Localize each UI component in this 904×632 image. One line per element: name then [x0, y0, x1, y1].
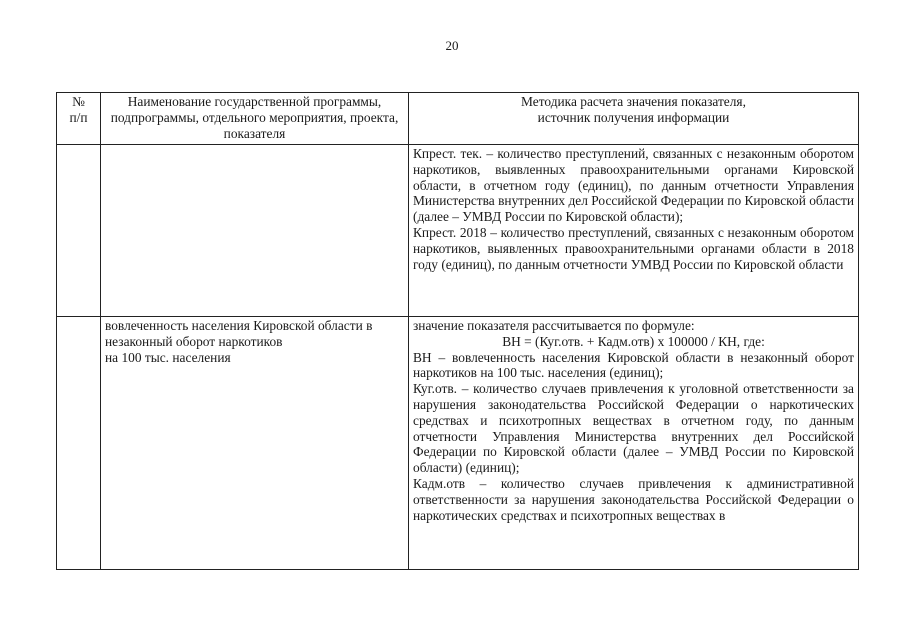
table-row	[57, 145, 859, 317]
row1-name	[101, 145, 409, 317]
row2-method-intro: значение показателя рассчитывается по формуле:	[413, 318, 695, 333]
header-name: Наименование государственной программы, подпрограммы, отдельного мероприятия, проекта, показателя	[101, 93, 409, 145]
header-number: № п/п	[57, 93, 101, 145]
header-method: Методика расчета значения показателя, источник получения информации	[409, 93, 859, 145]
row2-method-para-1: ВН – вовлеченность населения Кировской области в незаконный оборот наркотиков на 100 тыс. населения (единиц);	[413, 349, 854, 381]
indicator-table	[56, 92, 859, 570]
row2-name: вовлеченность населения Кировской области в незаконный оборот наркотиков на 100 тыс. населения	[101, 317, 409, 570]
table-header-row	[57, 93, 859, 145]
row1-number	[57, 145, 101, 317]
row2-number	[57, 317, 101, 570]
row1-method-para-2: Кпрест. 2018 – количество преступлений, связанных с незаконным оборотом наркотиков, выявленных правоохранительными органами области в 2018 году (единиц), по данным отчетности УМВД России по Кировской области	[413, 224, 854, 272]
row2-method-para-2: Куг.отв. – количество случаев привлечения к уголовной ответственности за нарушения законодательства Российской Федерации о наркотических средствах и психотропных веществах в отчетном году, по данным отчетности Управления Министерства внутренних дел Российской Федерации по Кировской области (далее – УМВД России по Кировской области) (единиц);	[413, 381, 854, 476]
row1-method	[409, 145, 859, 317]
row2-formula: ВН = (Куг.отв. + Кадм.отв) х 100000 / КН, где:	[502, 333, 765, 349]
table-row	[57, 317, 859, 570]
page-number: 20	[445, 38, 459, 53]
row2-method	[409, 317, 859, 570]
row2-method-para-3: Кадм.отв – количество случаев привлечения к административной ответственности за нарушения законодательства Российской Федерации о наркотических средствах и психотропных веществах в	[413, 475, 854, 523]
row1-method-para-1: Кпрест. тек. – количество преступлений, связанных с незаконным оборотом наркотиков, выявленных правоохранительными органами Кировской области, в отчетном году (единиц), по данным отчетности Управления Министерства внутренних дел Российской Федерации по Кировской области (далее – УМВД России по Кировской области);	[413, 146, 854, 225]
